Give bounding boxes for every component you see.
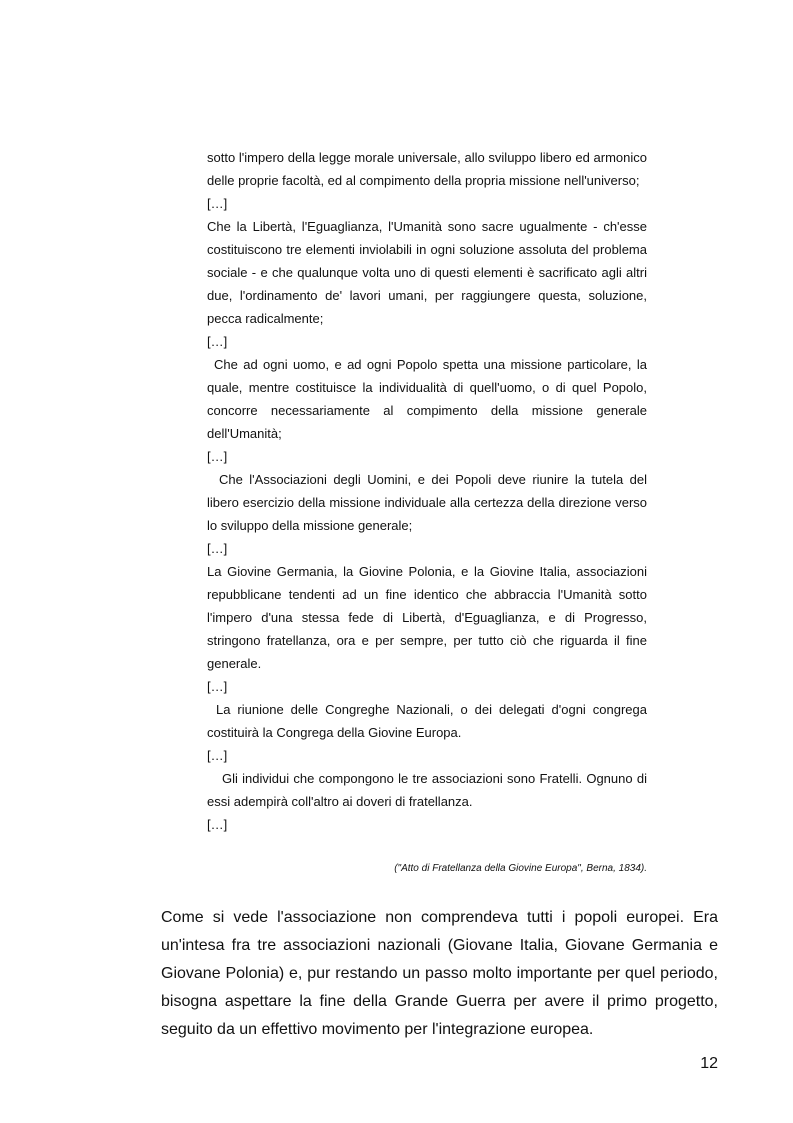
quote-paragraph: Che l'Associazioni degli Uomini, e dei Popoli deve riunire la tutela del libero esercizio della missione individuale alla certezza della direzione verso lo sviluppo della missione generale; — [207, 472, 647, 533]
page-number: 12 — [700, 1055, 718, 1072]
ellipsis: […] — [207, 449, 228, 464]
ellipsis: […] — [207, 196, 228, 211]
quoted-document — [207, 146, 647, 836]
ellipsis: […] — [207, 679, 228, 694]
quote-paragraph: Che ad ogni uomo, e ad ogni Popolo spetta una missione particolare, la quale, mentre costituisce la individualità di quell'uomo, o di quel Popolo, concorre necessariamente al compimento della missione generale dell'Umanità; — [207, 357, 647, 441]
quote-paragraph: Che la Libertà, l'Eguaglianza, l'Umanità sono sacre ugualmente - ch'esse costituiscono tre elementi inviolabili in ogni soluzione assoluta del problema sociale - e che qualunque volta uno di questi elementi è sacrificato agli altri due, l'ordinamento de' lavori umani, per raggiungere questa, soluzione, pecca radicalmente; — [207, 219, 647, 326]
ellipsis: […] — [207, 817, 228, 832]
ellipsis: […] — [207, 748, 228, 763]
ellipsis: […] — [207, 334, 228, 349]
body-paragraph: Come si vede l'associazione non comprendeva tutti i popoli europei. Era un'intesa fra tre associazioni nazionali (Giovane Italia, Giovane Germania e Giovane Polonia) e, pur restando un passo molto importante per quel periodo, bisogna aspettare la fine della Grande Guerra per avere il primo progetto, seguito da un effettivo movimento per l'integrazione europea. — [161, 909, 718, 1038]
citation: ("Atto di Fratellanza della Giovine Europa", Berna, 1834). — [394, 863, 647, 874]
quote-paragraph: sotto l'impero della legge morale universale, allo sviluppo libero ed armonico delle proprie facoltà, ed al compimento della propria missione nell'universo; — [207, 150, 647, 188]
quote-paragraph: La Giovine Germania, la Giovine Polonia, e la Giovine Italia, associazioni repubblicane tendenti ad un fine identico che abbraccia l'Umanità sotto l'impero d'una stessa fede di Libertà, d'Eguaglianza, e di Progresso, stringono fratellanza, ora e per sempre, per tutto ciò che riguarda il fine generale. — [207, 564, 647, 671]
quote-paragraph: Gli individui che compongono le tre associazioni sono Fratelli. Ognuno di essi adempirà coll'altro ai doveri di fratellanza. — [207, 771, 647, 809]
quote-paragraph: La riunione delle Congreghe Nazionali, o dei delegati d'ogni congrega costituirà la Congrega della Giovine Europa. — [207, 702, 647, 740]
ellipsis: […] — [207, 541, 228, 556]
